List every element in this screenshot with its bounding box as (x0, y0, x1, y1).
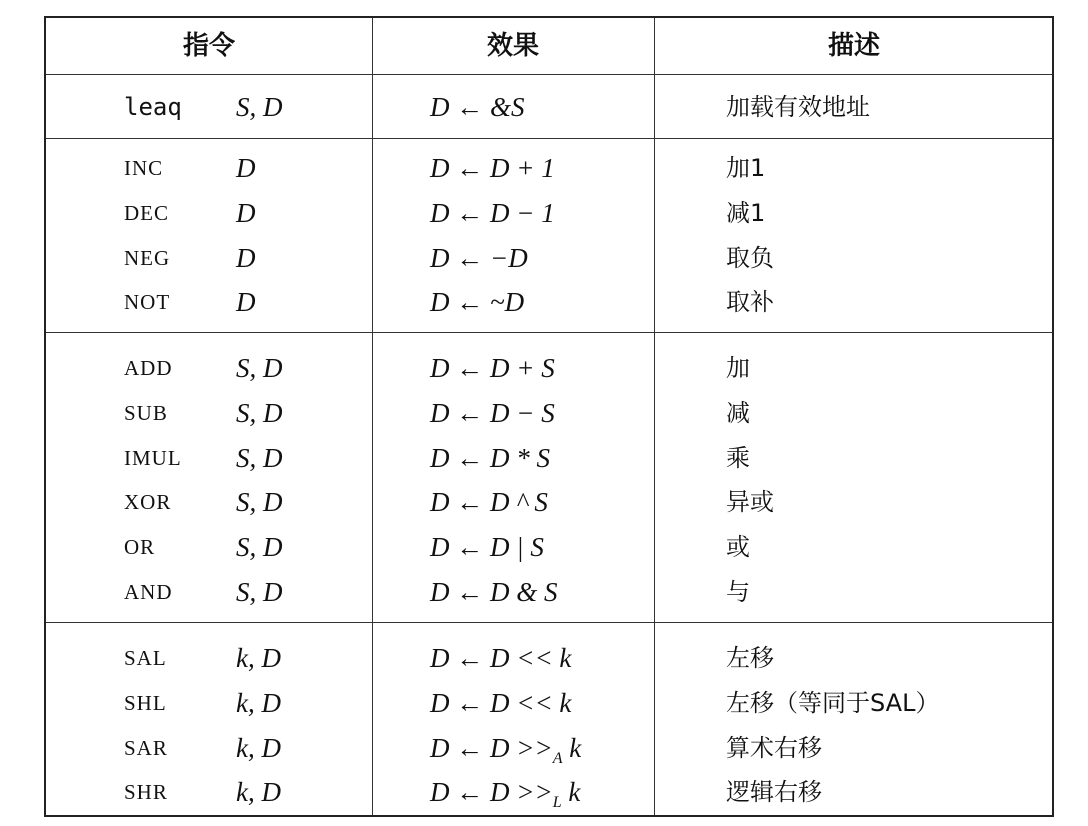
table-row (46, 191, 1052, 236)
instruction-name: SAR (124, 735, 168, 760)
instruction-description: 左移（等同于SAL） (726, 688, 940, 717)
instruction-effect: D ← D << k (430, 643, 572, 673)
instruction-operands: S, D (236, 92, 283, 122)
instruction-name: OR (124, 535, 156, 560)
effect-subscript: A (552, 749, 563, 767)
instruction-description: 加载有效地址 (726, 93, 870, 121)
table-row (46, 570, 1052, 615)
instruction-table (44, 16, 1054, 817)
instruction-name: SUB (124, 400, 168, 425)
instruction-effect (430, 770, 580, 826)
table-row (46, 391, 1052, 436)
instruction-name: SHR (124, 780, 168, 805)
instruction-operands: S, D (236, 353, 283, 383)
table-row (46, 681, 1052, 726)
header-effect: 效果 (486, 31, 539, 61)
binary-group (46, 346, 1052, 616)
effect-tail: k (562, 732, 582, 763)
table-row (46, 146, 1052, 191)
table-row (46, 236, 1052, 281)
instruction-name: SHL (124, 690, 167, 715)
instruction-operands: S, D (236, 397, 283, 428)
instruction-description: 加 (726, 354, 750, 382)
instruction-effect: D ← D * S (430, 442, 550, 473)
instruction-name: NEG (124, 245, 171, 270)
group-divider (46, 622, 1052, 623)
instruction-description: 加1 (726, 154, 766, 182)
instruction-operands: D (236, 197, 256, 228)
instruction-operands: k, D (236, 732, 281, 763)
instruction-operands: S, D (236, 532, 283, 563)
instruction-effect: D ← D − S (430, 397, 555, 428)
instruction-operands: k, D (236, 643, 281, 673)
instruction-effect: D ← D | S (430, 532, 544, 563)
instruction-name: NOT (124, 290, 171, 315)
instruction-operands: D (236, 153, 256, 183)
instruction-description: 左移 (726, 644, 774, 672)
instruction-effect: D ← D << k (430, 687, 572, 718)
effect-subscript: L (552, 794, 562, 812)
table-row (46, 280, 1052, 325)
instruction-operands: D (236, 242, 256, 273)
header-instruction: 指令 (182, 31, 235, 61)
instruction-operands: k, D (236, 687, 281, 718)
effect-main: D ← D >> (430, 777, 553, 808)
group-divider (46, 332, 1052, 333)
instruction-effect: D ← D & S (430, 577, 558, 607)
instruction-name: INC (124, 156, 164, 180)
instruction-name: AND (124, 580, 173, 604)
instruction-description: 异或 (726, 488, 774, 517)
table-row (46, 770, 1052, 815)
instruction-description: 乘 (726, 443, 750, 472)
table-row (46, 636, 1052, 681)
table-row (46, 76, 1052, 138)
instruction-effect: D ← ~D (430, 287, 525, 318)
instruction-name: SAL (124, 646, 167, 670)
header-description: 描述 (827, 31, 880, 61)
instruction-description: 算术右移 (726, 733, 822, 762)
instruction-operands: D (236, 287, 256, 318)
instruction-operands: S, D (236, 577, 283, 607)
header-divider (46, 74, 1052, 75)
table-row (46, 726, 1052, 771)
instruction-name: ADD (124, 356, 173, 380)
shift-group (46, 636, 1052, 816)
table-row (46, 346, 1052, 391)
instruction-effect: D ← D + 1 (430, 153, 555, 183)
instruction-name: IMUL (124, 445, 182, 470)
unary-group (46, 146, 1052, 326)
table-row (46, 480, 1052, 525)
instruction-effect: D ← D + S (430, 353, 555, 383)
instruction-description: 取负 (726, 243, 774, 272)
instruction-effect: D ← −D (430, 242, 528, 273)
instruction-description: 与 (726, 578, 750, 606)
instruction-description: 减1 (726, 198, 766, 227)
group-divider (46, 138, 1052, 139)
effect-tail: k (561, 777, 581, 808)
instruction-effect: D ← D − 1 (430, 197, 555, 228)
instruction-operands: S, D (236, 487, 283, 518)
effect-main: D ← D >> (430, 732, 553, 763)
instruction-description: 逻辑右移 (726, 778, 822, 807)
instruction-description: 或 (726, 533, 750, 562)
instruction-name: XOR (124, 490, 172, 515)
instruction-description: 取补 (726, 288, 774, 317)
table-row (46, 436, 1052, 481)
instruction-description: 减 (726, 398, 750, 427)
instruction-operands: S, D (236, 442, 283, 473)
instruction-name: DEC (124, 200, 169, 225)
instruction-effect: D ← D ^ S (430, 487, 548, 518)
instruction-name: leaq (124, 93, 182, 121)
instruction-operands: k, D (236, 777, 281, 808)
table-row (46, 525, 1052, 570)
instruction-effect: D ← &S (430, 92, 525, 122)
